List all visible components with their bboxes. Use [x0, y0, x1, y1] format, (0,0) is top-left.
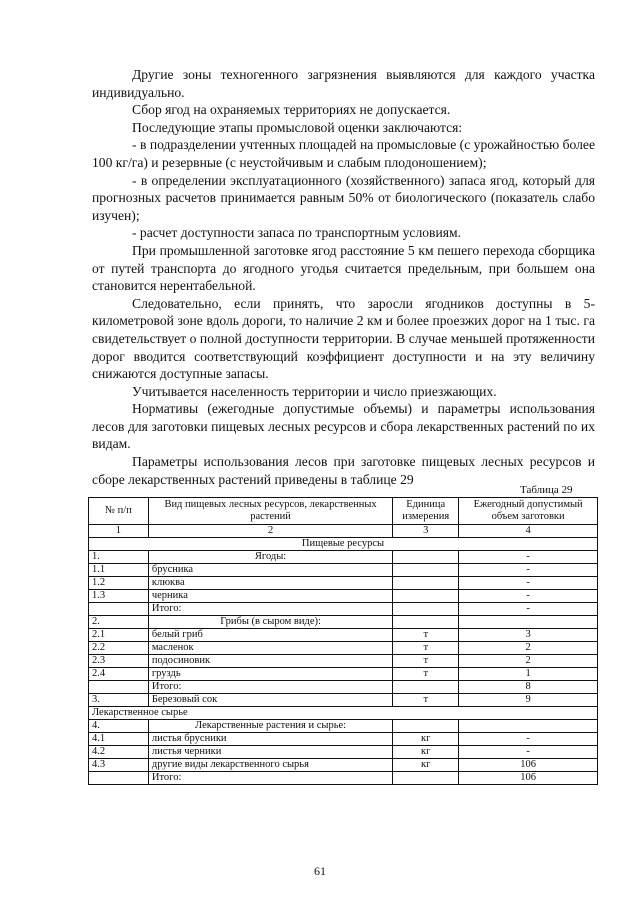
- cell-num: 1.3: [89, 590, 149, 603]
- cell-num: 1.1: [89, 564, 149, 577]
- paragraph: - в подразделении учтенных площадей на промысловые (с урожайностью более 100 кг/га) и резервные (с неустойчивым и слабым плодоношением);: [92, 137, 595, 170]
- cell-num: 1.2: [89, 577, 149, 590]
- cell-unit: т: [393, 629, 459, 642]
- header-num: № п/п: [89, 498, 149, 525]
- cell-unit: [393, 616, 459, 629]
- cell-value: 2: [459, 655, 598, 668]
- col-number: 2: [148, 525, 392, 538]
- table-row: [89, 642, 598, 655]
- cell-value: [459, 616, 598, 629]
- cell-unit: [393, 564, 459, 577]
- table-row: [89, 564, 598, 577]
- cell-num: 4.1: [89, 733, 149, 746]
- table-row: [89, 603, 598, 616]
- cell-num: 2.4: [89, 668, 149, 681]
- resources-table: [88, 497, 598, 785]
- cell-unit: кг: [393, 733, 459, 746]
- paragraph: - расчет доступности запаса по транспортным условиям.: [132, 225, 461, 241]
- paragraph: При промышленной заготовке ягод расстояние 5 км пешего перехода сборщика от путей транспорта до ягодного угодья считается предельным, при большем она становится нерентабельной.: [92, 242, 595, 294]
- table-header-row: [89, 498, 598, 525]
- paragraph: Нормативы (ежегодные допустимые объемы) и параметры использования лесов для заготовки пищевых лесных ресурсов и сбора лекарственных растений по их видам.: [92, 401, 595, 452]
- cell-value: 3: [459, 629, 598, 642]
- header-unit: Единица измерения: [393, 498, 459, 525]
- cell-unit: [393, 772, 459, 785]
- paragraph: Последующие этапы промысловой оценки заключаются:: [132, 119, 463, 135]
- cell-num: 1.: [89, 551, 149, 564]
- cell-value: 2: [459, 642, 598, 655]
- paragraph: Параметры использования лесов при заготовке пищевых лесных ресурсов и сборе лекарственных растений приведены в таблице 29: [92, 454, 595, 487]
- cell-num: [89, 681, 149, 694]
- cell-unit: т: [393, 668, 459, 681]
- cell-name: Грибы (в сыром виде):: [148, 616, 392, 629]
- cell-num: [89, 772, 149, 785]
- header-volume: Ежегодный допустимый объем заготовки: [459, 498, 598, 525]
- table-row: [89, 577, 598, 590]
- cell-num: 4.2: [89, 746, 149, 759]
- cell-value: 8: [459, 681, 598, 694]
- cell-name: листья брусники: [148, 733, 392, 746]
- body-text: [92, 66, 595, 488]
- cell-unit: т: [393, 642, 459, 655]
- cell-value: -: [459, 551, 598, 564]
- cell-unit: кг: [393, 759, 459, 772]
- cell-value: -: [459, 746, 598, 759]
- cell-name: другие виды лекарственного сырья: [148, 759, 392, 772]
- table-row: [89, 629, 598, 642]
- cell-value: [459, 720, 598, 733]
- table-row: [89, 681, 598, 694]
- cell-value: -: [459, 733, 598, 746]
- cell-num: 3.: [89, 694, 149, 707]
- cell-name: брусника: [148, 564, 392, 577]
- cell-num: 4.3: [89, 759, 149, 772]
- table-row: [89, 616, 598, 629]
- col-number: 4: [459, 525, 598, 538]
- cell-name: Лекарственные растения и сырье:: [148, 720, 392, 733]
- paragraph: Сбор ягод на охраняемых территориях не допускается.: [132, 102, 451, 118]
- cell-num: 4.: [89, 720, 149, 733]
- section-food: Пищевые ресурсы: [89, 538, 598, 551]
- table-caption: Таблица 29: [520, 484, 573, 496]
- paragraph: Следовательно, если принять, что заросли ягодников доступны в 5-километровой зоне вдоль дороги, то наличие 2 км и более проезжих дорог на 1 тыс. га свидетельствует о полной доступности территории. В случае меньшей протяженности дорог вводится соответствующий коэффициент доступности и на эту величину снижаются доступные запасы.: [92, 295, 595, 382]
- cell-unit: кг: [393, 746, 459, 759]
- paragraph: Учитывается населенность территории и число приезжающих.: [132, 383, 497, 399]
- table-row: [89, 668, 598, 681]
- table-row: [89, 655, 598, 668]
- table-row: [89, 590, 598, 603]
- table-row: [89, 551, 598, 564]
- cell-num: 2.1: [89, 629, 149, 642]
- cell-name: груздь: [148, 668, 392, 681]
- paragraph: Другие зоны техногенного загрязнения выявляются для каждого участка индивидуально.: [92, 67, 595, 100]
- table-row: [89, 772, 598, 785]
- cell-name: подосиновик: [148, 655, 392, 668]
- cell-value: -: [459, 603, 598, 616]
- cell-unit: [393, 720, 459, 733]
- cell-unit: [393, 551, 459, 564]
- header-type: Вид пищевых лесных ресурсов, лекарственных растений: [148, 498, 392, 525]
- cell-num: 2.2: [89, 642, 149, 655]
- cell-name: листья черники: [148, 746, 392, 759]
- col-number: 1: [89, 525, 149, 538]
- section-row: [89, 538, 598, 551]
- cell-unit: [393, 590, 459, 603]
- section-medicinal: Лекарственное сырье: [89, 707, 598, 720]
- cell-value: 1: [459, 668, 598, 681]
- cell-num: 2.3: [89, 655, 149, 668]
- cell-unit: т: [393, 694, 459, 707]
- cell-name: Итого:: [148, 772, 392, 785]
- cell-value: -: [459, 590, 598, 603]
- section-row: [89, 707, 598, 720]
- cell-name: Итого:: [148, 681, 392, 694]
- cell-name: клюква: [148, 577, 392, 590]
- cell-value: -: [459, 577, 598, 590]
- cell-value: -: [459, 564, 598, 577]
- cell-name: черника: [148, 590, 392, 603]
- cell-name: белый гриб: [148, 629, 392, 642]
- table-row: [89, 733, 598, 746]
- cell-name: масленок: [148, 642, 392, 655]
- table-row: [89, 720, 598, 733]
- col-number: 3: [393, 525, 459, 538]
- cell-num: 2.: [89, 616, 149, 629]
- cell-num: [89, 603, 149, 616]
- cell-unit: т: [393, 655, 459, 668]
- cell-unit: [393, 681, 459, 694]
- cell-name: Березовый сок: [148, 694, 392, 707]
- page-number: 61: [314, 864, 326, 878]
- cell-name: Ягоды:: [148, 551, 392, 564]
- table-row: [89, 694, 598, 707]
- table-row: [89, 746, 598, 759]
- cell-value: 106: [459, 759, 598, 772]
- column-numbers-row: [89, 525, 598, 538]
- cell-unit: [393, 577, 459, 590]
- table-row: [89, 759, 598, 772]
- cell-value: 106: [459, 772, 598, 785]
- cell-name: Итого:: [148, 603, 392, 616]
- cell-value: 9: [459, 694, 598, 707]
- cell-unit: [393, 603, 459, 616]
- paragraph: - в определении эксплуатационного (хозяйственного) запаса ягод, который для прогнозных расчетов принимается равным 50% от биологического (показатель слабо изучен);: [92, 172, 595, 223]
